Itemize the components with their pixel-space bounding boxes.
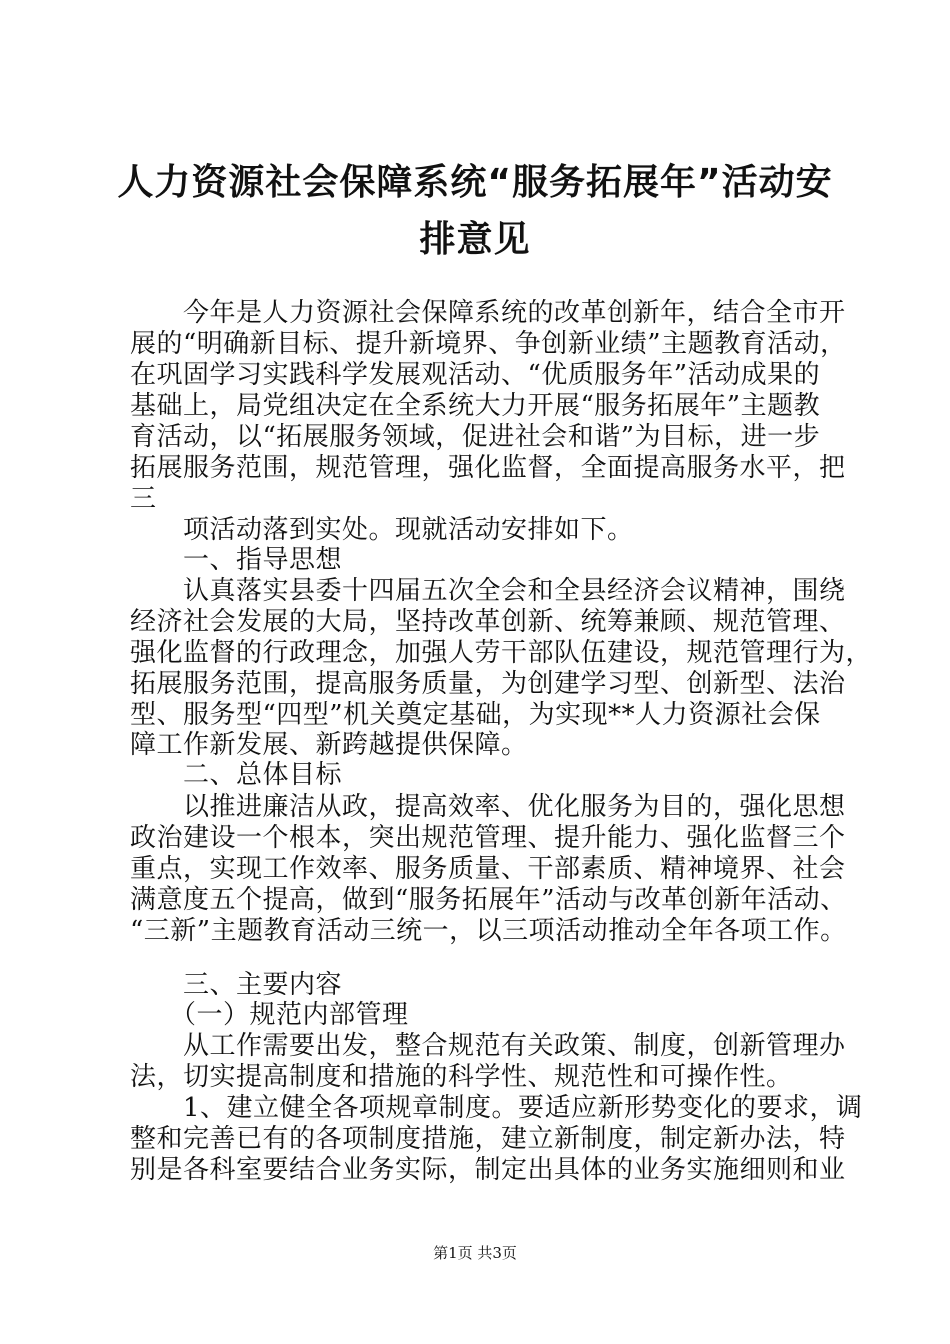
body-line-6: 拓展服务范围，规范管理，强化监督，全面提高服务水平，把 bbox=[130, 453, 846, 483]
body-line-18: 满意度五个提高，做到“服务拓展年”活动与改革创新年活动、 bbox=[130, 885, 847, 915]
subsection-heading-1: （一）规范内部管理 bbox=[130, 1000, 409, 1030]
section-heading-3: 三、主要内容 bbox=[130, 970, 343, 1000]
body-line-21: 法，切实提高制度和措施的科学性、规范性和可操作性。 bbox=[130, 1062, 793, 1092]
body-line-13: 型、服务型“四型”机关奠定基础，为实现**人力资源社会保 bbox=[130, 700, 821, 730]
body-line-24: 别是各科室要结合业务实际，制定出具体的业务实施细则和业 bbox=[130, 1155, 846, 1185]
page-number-footer: 第1页 共3页 bbox=[433, 1244, 517, 1262]
body-line-11: 强化监督的行政理念，加强人劳干部队伍建设，规范管理行为， bbox=[130, 638, 873, 668]
body-line-5: 育活动，以“拓展服务领域，促进社会和谐”为目标，进一步 bbox=[130, 422, 821, 452]
body-line-3: 在巩固学习实践科学发展观活动、“优质服务年”活动成果的 bbox=[130, 360, 821, 390]
body-line-23: 整和完善已有的各项制度措施，建立新制度，制定新办法，特 bbox=[130, 1124, 846, 1154]
document-title-line-2: 排意见 bbox=[419, 219, 531, 260]
body-line-20: 从工作需要出发，整合规范有关政策、制度，创新管理办 bbox=[130, 1031, 846, 1061]
body-line-14: 障工作新发展、新跨越提供保障。 bbox=[130, 730, 528, 760]
document-title-line-1: 人力资源社会保障系统“服务拓展年”活动安 bbox=[117, 162, 833, 203]
body-line-10: 经济社会发展的大局，坚持改革创新、统筹兼顾、规范管理、 bbox=[130, 607, 846, 637]
body-line-9: 认真落实县委十四届五次全会和全县经济会议精神，围绕 bbox=[130, 576, 846, 606]
body-line-17: 重点，实现工作效率、服务质量、干部素质、精神境界、社会 bbox=[130, 854, 846, 884]
body-line-8: 项活动落到实处。现就活动安排如下。 bbox=[130, 515, 634, 545]
body-line-7: 三 bbox=[130, 484, 157, 514]
body-line-16: 政治建设一个根本，突出规范管理、提升能力、强化监督三个 bbox=[130, 823, 846, 853]
section-heading-2: 二、总体目标 bbox=[130, 760, 343, 790]
body-line-12: 拓展服务范围，提高服务质量，为创建学习型、创新型、法治 bbox=[130, 669, 846, 699]
section-heading-1: 一、指导思想 bbox=[130, 545, 343, 575]
body-line-4: 基础上，局党组决定在全系统大力开展“服务拓展年”主题教 bbox=[130, 391, 821, 421]
body-line-15: 以推进廉洁从政，提高效率、优化服务为目的，强化思想 bbox=[130, 792, 846, 822]
body-line-1: 今年是人力资源社会保障系统的改革创新年，结合全市开 bbox=[130, 298, 846, 328]
body-line-22: 1、建立健全各项规章制度。要适应新形势变化的要求，调 bbox=[130, 1093, 863, 1123]
body-line-19: “三新”主题教育活动三统一，以三项活动推动全年各项工作。 bbox=[130, 916, 847, 946]
body-line-2: 展的“明确新目标、提升新境界、争创新业绩”主题教育活动， bbox=[130, 329, 847, 359]
